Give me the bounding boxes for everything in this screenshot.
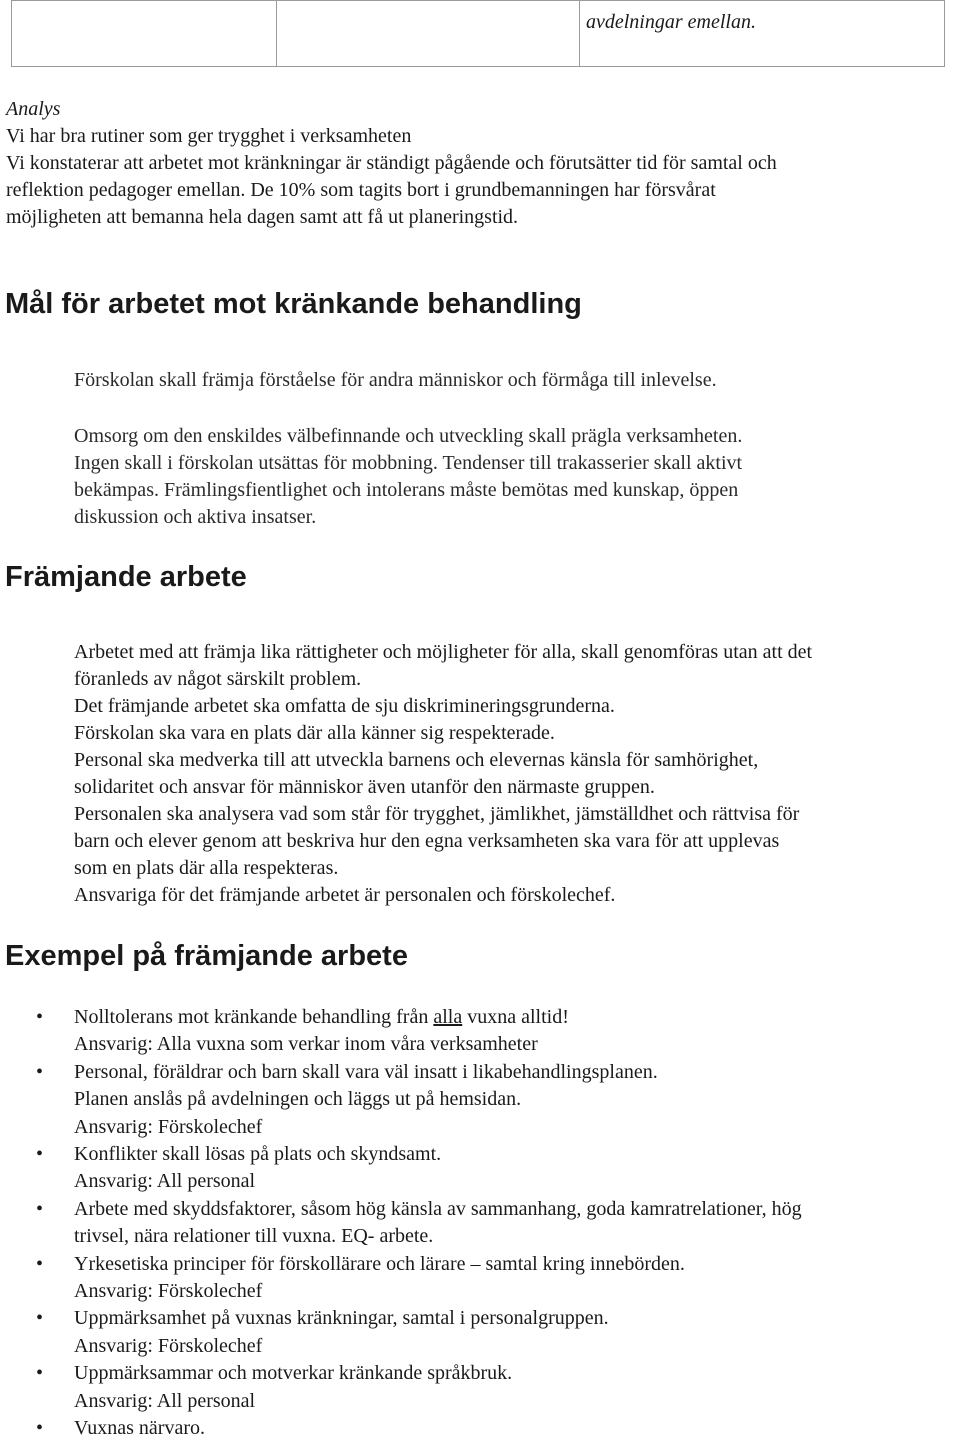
section-heading-examples: Exempel på främjande arbete [5, 940, 408, 972]
section-heading-goals: Mål för arbetet mot kränkande behandling [5, 288, 582, 320]
top-table [11, 0, 945, 67]
analys-line: reflektion pedagoger emellan. De 10% som tagits bort i grundbemanningen har försvårat [6, 179, 716, 201]
item-responsible: Ansvarig: All personal [74, 1170, 256, 1193]
goals-paragraph-2 [74, 423, 742, 531]
paragraph-line: Förskolan skall främja förståelse för andra människor och förmåga till inlevelse. [74, 369, 717, 391]
goals-paragraph-1 [74, 367, 717, 394]
list-item [0, 1141, 802, 1196]
paragraph-line: Det främjande arbetet ska omfatta de sju diskrimineringsgrunderna. [74, 695, 615, 717]
examples-list [0, 1004, 802, 1443]
item-text: trivsel, nära relationer till vuxna. EQ- arbete. [74, 1225, 434, 1248]
table-cell-2 [277, 1, 580, 67]
paragraph-line: Arbetet med att främja lika rättigheter och möjligheter för alla, skall genomföras utan att det [74, 641, 813, 663]
analys-line: Vi konstaterar att arbetet mot kränkningar är ständigt pågående och förutsätter tid för samtal och [6, 152, 777, 174]
item-responsible: Ansvarig: Förskolechef [74, 1115, 263, 1138]
item-responsible: Ansvarig: Förskolechef [74, 1334, 263, 1357]
item-responsible: Ansvarig: All personal [74, 1389, 256, 1412]
paragraph-line: Förskolan ska vara en plats där alla känner sig respekterade. [74, 722, 555, 744]
list-item [0, 1004, 802, 1059]
list-item [0, 1360, 802, 1415]
paragraph-line: solidaritet och ansvar för människor även utanför den närmaste gruppen. [74, 776, 655, 798]
paragraph-line: bekämpas. Främlingsfientlighet och intolerans måste bemötas med kunskap, öppen [74, 479, 739, 501]
paragraph-line: Personal ska medverka till att utveckla barnens och elevernas känsla för samhörighet, [74, 749, 759, 771]
analys-heading: Analys [6, 98, 61, 120]
paragraph-line: diskussion och aktiva insatser. [74, 506, 317, 528]
list-item [0, 1415, 802, 1442]
item-responsible: Ansvarig: Alla vuxna som verkar inom våra verksamheter [74, 1033, 538, 1056]
bullet-icon: • [36, 1006, 44, 1028]
paragraph-line: Omsorg om den enskildes välbefinnande och utveckling skall prägla verksamheten. [74, 425, 743, 447]
analys-block [6, 96, 777, 231]
paragraph-line: Ingen skall i förskolan utsättas för mobbning. Tendenser till trakasserier skall aktivt [74, 452, 743, 474]
bullet-icon: • [36, 1197, 44, 1220]
item-text: Nolltolerans mot kränkande behandling från alla vuxna alltid! [74, 1006, 569, 1028]
bullet-icon: • [36, 1417, 44, 1440]
paragraph-line: barn och elever genom att beskriva hur den egna verksamheten ska vara för att upplevas [74, 830, 780, 852]
item-text: Arbete med skyddsfaktorer, såsom hög känsla av sammanhang, goda kamratrelationer, hög [74, 1197, 802, 1220]
paragraph-line: Personalen ska analysera vad som står för trygghet, jämlikhet, jämställdhet och rättvisa för [74, 803, 800, 825]
item-text: Vuxnas närvaro. [74, 1417, 205, 1440]
list-item [0, 1196, 802, 1251]
bullet-icon: • [36, 1362, 44, 1385]
item-text: Uppmärksammar och motverkar kränkande språkbruk. [74, 1362, 513, 1385]
table-cell-1 [12, 1, 277, 67]
table-cell-3: avdelningar emellan. [580, 1, 945, 67]
bullet-icon: • [36, 1060, 44, 1083]
analys-line: möjligheten att bemanna hela dagen samt att få ut planeringstid. [6, 206, 519, 228]
paragraph-line: som en plats där alla respekteras. [74, 857, 339, 879]
section-heading-promotion: Främjande arbete [5, 561, 247, 593]
promotion-paragraph [74, 639, 812, 909]
list-item [0, 1251, 802, 1306]
bullet-icon: • [36, 1143, 44, 1166]
underlined-word: alla [433, 1006, 463, 1028]
paragraph-line: Ansvariga för det främjande arbetet är personalen och förskolechef. [74, 884, 616, 906]
list-item [0, 1059, 802, 1141]
item-text: Yrkesetiska principer för förskollärare och lärare – samtal kring innebörden. [74, 1252, 685, 1275]
bullet-icon: • [36, 1252, 44, 1275]
item-text: Uppmärksamhet på vuxnas kränkningar, samtal i personalgruppen. [74, 1307, 609, 1330]
bullet-icon: • [36, 1307, 44, 1330]
paragraph-line: föranleds av något särskilt problem. [74, 668, 362, 690]
item-text: Personal, föräldrar och barn skall vara väl insatt i likabehandlingsplanen. [74, 1060, 658, 1083]
analys-line: Vi har bra rutiner som ger trygghet i verksamheten [6, 125, 412, 147]
item-text: Planen anslås på avdelningen och läggs ut på hemsidan. [74, 1088, 522, 1111]
list-item [0, 1305, 802, 1360]
item-responsible: Ansvarig: Förskolechef [74, 1280, 263, 1303]
item-text: Konflikter skall lösas på plats och skyndsamt. [74, 1143, 442, 1166]
